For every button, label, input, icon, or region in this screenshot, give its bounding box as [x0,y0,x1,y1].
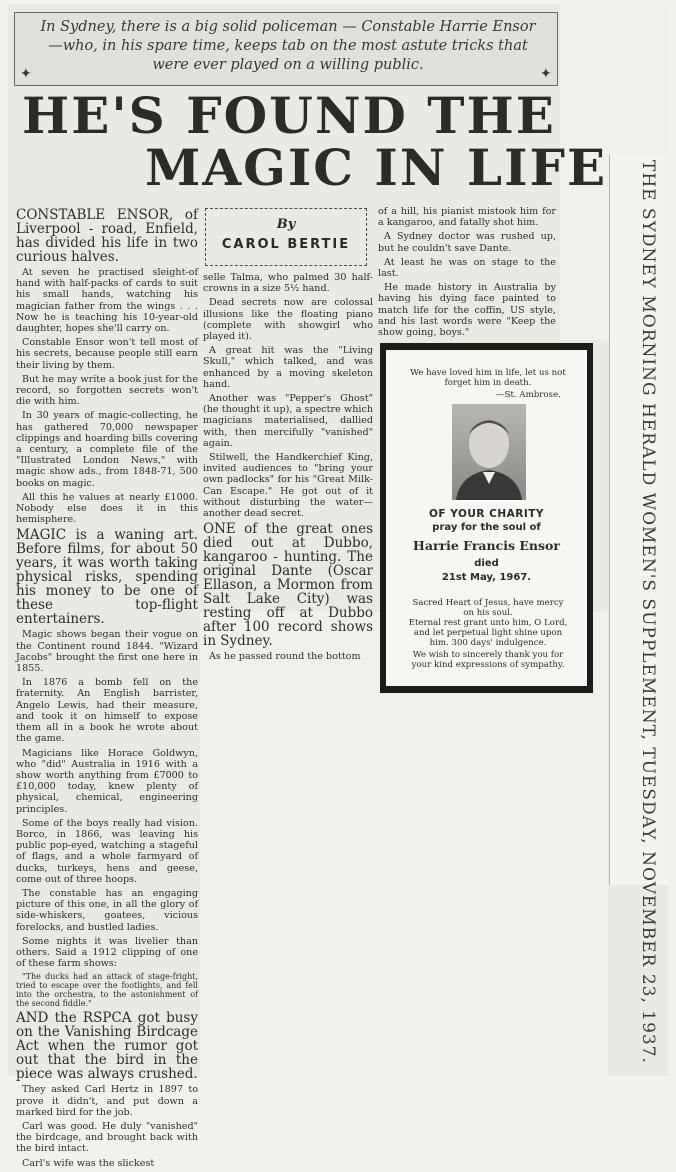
col1-quote: "The ducks had an attack of stage-fright, tried to escape over the footlights, and fell into the orchestra, to the astonishment of the second fiddle." [16,972,198,1009]
col3-para: He made history in Australia by having his dying face painted to match life for the coffin, US style, and his last words were "Keep the show going, boys." [378,282,556,339]
card-attribution: —St. Ambrose. [496,390,561,400]
headline-line-1: HE'S FOUND THE [22,86,556,145]
col1-para: Magic shows began their vogue on the Continent round 1844. "Wizard Jacobs" brought the first one here in 1855. [16,629,198,675]
card-prayer-1: Sacred Heart of Jesus, have mercy on his soul. [412,598,564,618]
col1-para: The constable has an engaging picture of this one, in all the glory of side-whiskers, goatees, vicious forelocks, and bustled ladies. [16,887,198,933]
col1-para: Some of the boys really had vision. Borco, in 1866, was leaving his public pop-eyed, watching a stageful of flags, and a whole farmyard of ducks, turkeys, hens and geese, come out of three hoops. [16,817,198,885]
col2-tail: As he passed round the bottom [209,651,361,663]
col1-para: At seven he practised sleight-of hand with half-packs of cards to suit his small hands, watching his magician father from the wings . . . Now he is teaching his 10-year-old daughter, hopes she'll carry on. [16,267,198,335]
headline-line-2: MAGIC IN LIFE [145,138,608,197]
portrait-image [452,404,526,500]
card-died: died [474,558,499,569]
col2-para: Dead secrets now are colossal illusions like the floating piano (complete with showgirl who played it). [203,297,373,343]
card-heading: OF YOUR CHARITY [428,508,545,520]
spine-text: THE SYDNEY MORNING HERALD WOMEN'S SUPPLEMENT, TUESDAY, NOVEMBER 23, 1937. [638,160,658,1064]
newspaper-spine-strip [609,155,668,1064]
col1-lead-2: MAGIC is a waning art. Before films, for about 50 years, it was worth taking physical risks, spending his money to be one of these top-flight entertainers. [16,527,198,628]
col1-para: In 1876 a bomb fell on the fraternity. An English barrister, Angelo Lewis, had their measure, and took it on himself to expose them all in a book he wrote about the game. [16,677,198,745]
col1-para: Some nights it was livelier than others. Said a 1912 clipping of one of these farm shows: [16,935,198,970]
col1-para: Magicians like Horace Goldwyn, who "did" Australia in 1916 with a show worth anything from £7000 to £10,000 today, knew plenty of physical, chemical, engineering principles. [16,747,198,815]
card-prayer-2: Eternal rest grant unto him, O Lord, and let perpetual light shine upon him. 300 days' indulgence. [408,618,568,648]
col3-para: of a hill, his pianist mistook him for a kangaroo, and fatally shot him. [378,206,556,229]
col1-lead: CONSTABLE ENSOR, of Liverpool - road, Enfield, has divided his life in two curious halves. [16,207,198,265]
col3-para: A Sydney doctor was rushed up, but he couldn't save Dante. [378,231,556,254]
memorial-card [386,350,587,686]
col1-lead-3: AND the RSPCA got busy on the Vanishing Birdcage Act when the rumor got out that the bird in the piece was always crushed. [16,1010,198,1083]
col2-lead: ONE of the great ones died out at Dubbo, kangaroo - hunting. The original Dante (Oscar Ellason, a Mormon from Salt Lake City) was resting off at Dubbo after 100 record shows in Sydney. [203,521,373,650]
column-3 [378,206,556,341]
col1-para: They asked Carl Hertz in 1897 to prove it didn't, and put down a marked bird for the job. [16,1084,198,1118]
col2-para: Stilwell, the Handkerchief King, invited audiences to "bring your own padlocks" for his "Great Milk-Can Escape." He got out of it without disturbing the water—another dead secret. [203,452,373,520]
intro-text: In Sydney, there is a big solid policeman — Constable Harrie Ensor—who, in his spare time, keeps tab on the most astute tricks that were ever played on a willing public. [40,19,536,73]
col1-para: Constable Ensor won't tell most of his secrets, because people still earn their living by them. [16,337,198,371]
star-icon-right: ✦ [540,66,552,82]
star-icon-left: ✦ [20,66,32,82]
byline-box [205,208,367,266]
col3-para: At least he was on stage to the last. [378,256,556,280]
col1-para: Carl was good. He duly "vanished" the birdcage, and brought back with the bird intact. [16,1120,198,1155]
col1-para: All this he values at nearly £1000. Nobody else does it in this hemisphere. [16,491,198,526]
col1-para: Carl's wife was the slickest [22,1157,155,1169]
col2-para: A great hit was the "Living Skull," which talked, and was enhanced by a moving skeleton hand. [203,345,373,390]
col1-para: In 30 years of magic-collecting, he has gathered 70,000 newspaper clippings and hoarding bills covering a century, a complete file of the "Illustrated London News," with magic show ads., from 1848-71, 500 books on magic. [16,410,198,489]
portrait-photo [452,404,526,500]
card-name: Harrie Francis Ensor [413,538,560,553]
card-verse: We have loved him in life, let us not forget him in death. [410,368,566,388]
col1-para: But he may write a book just for the record, so forgotten secrets won't die with him. [16,373,198,408]
byline-by: By [276,217,296,232]
col2-para: selle Talma, who palmed 30 half-crowns in a size 5½ hand. [203,272,373,295]
card-date: 21st May, 1967. [441,572,532,583]
card-thanks: We wish to sincerely thank you for your kind expressions of sympathy. [411,650,565,670]
column-1 [16,208,198,1172]
col2-para: Another was "Pepper's Ghost" (he thought it up), a spectre which magicians materialised, dallied with, then mercifully "vanished" again. [203,393,373,449]
column-2 [203,272,373,665]
byline-name: CAROL BERTIE [221,237,351,252]
card-pray: pray for the soul of [432,522,541,533]
